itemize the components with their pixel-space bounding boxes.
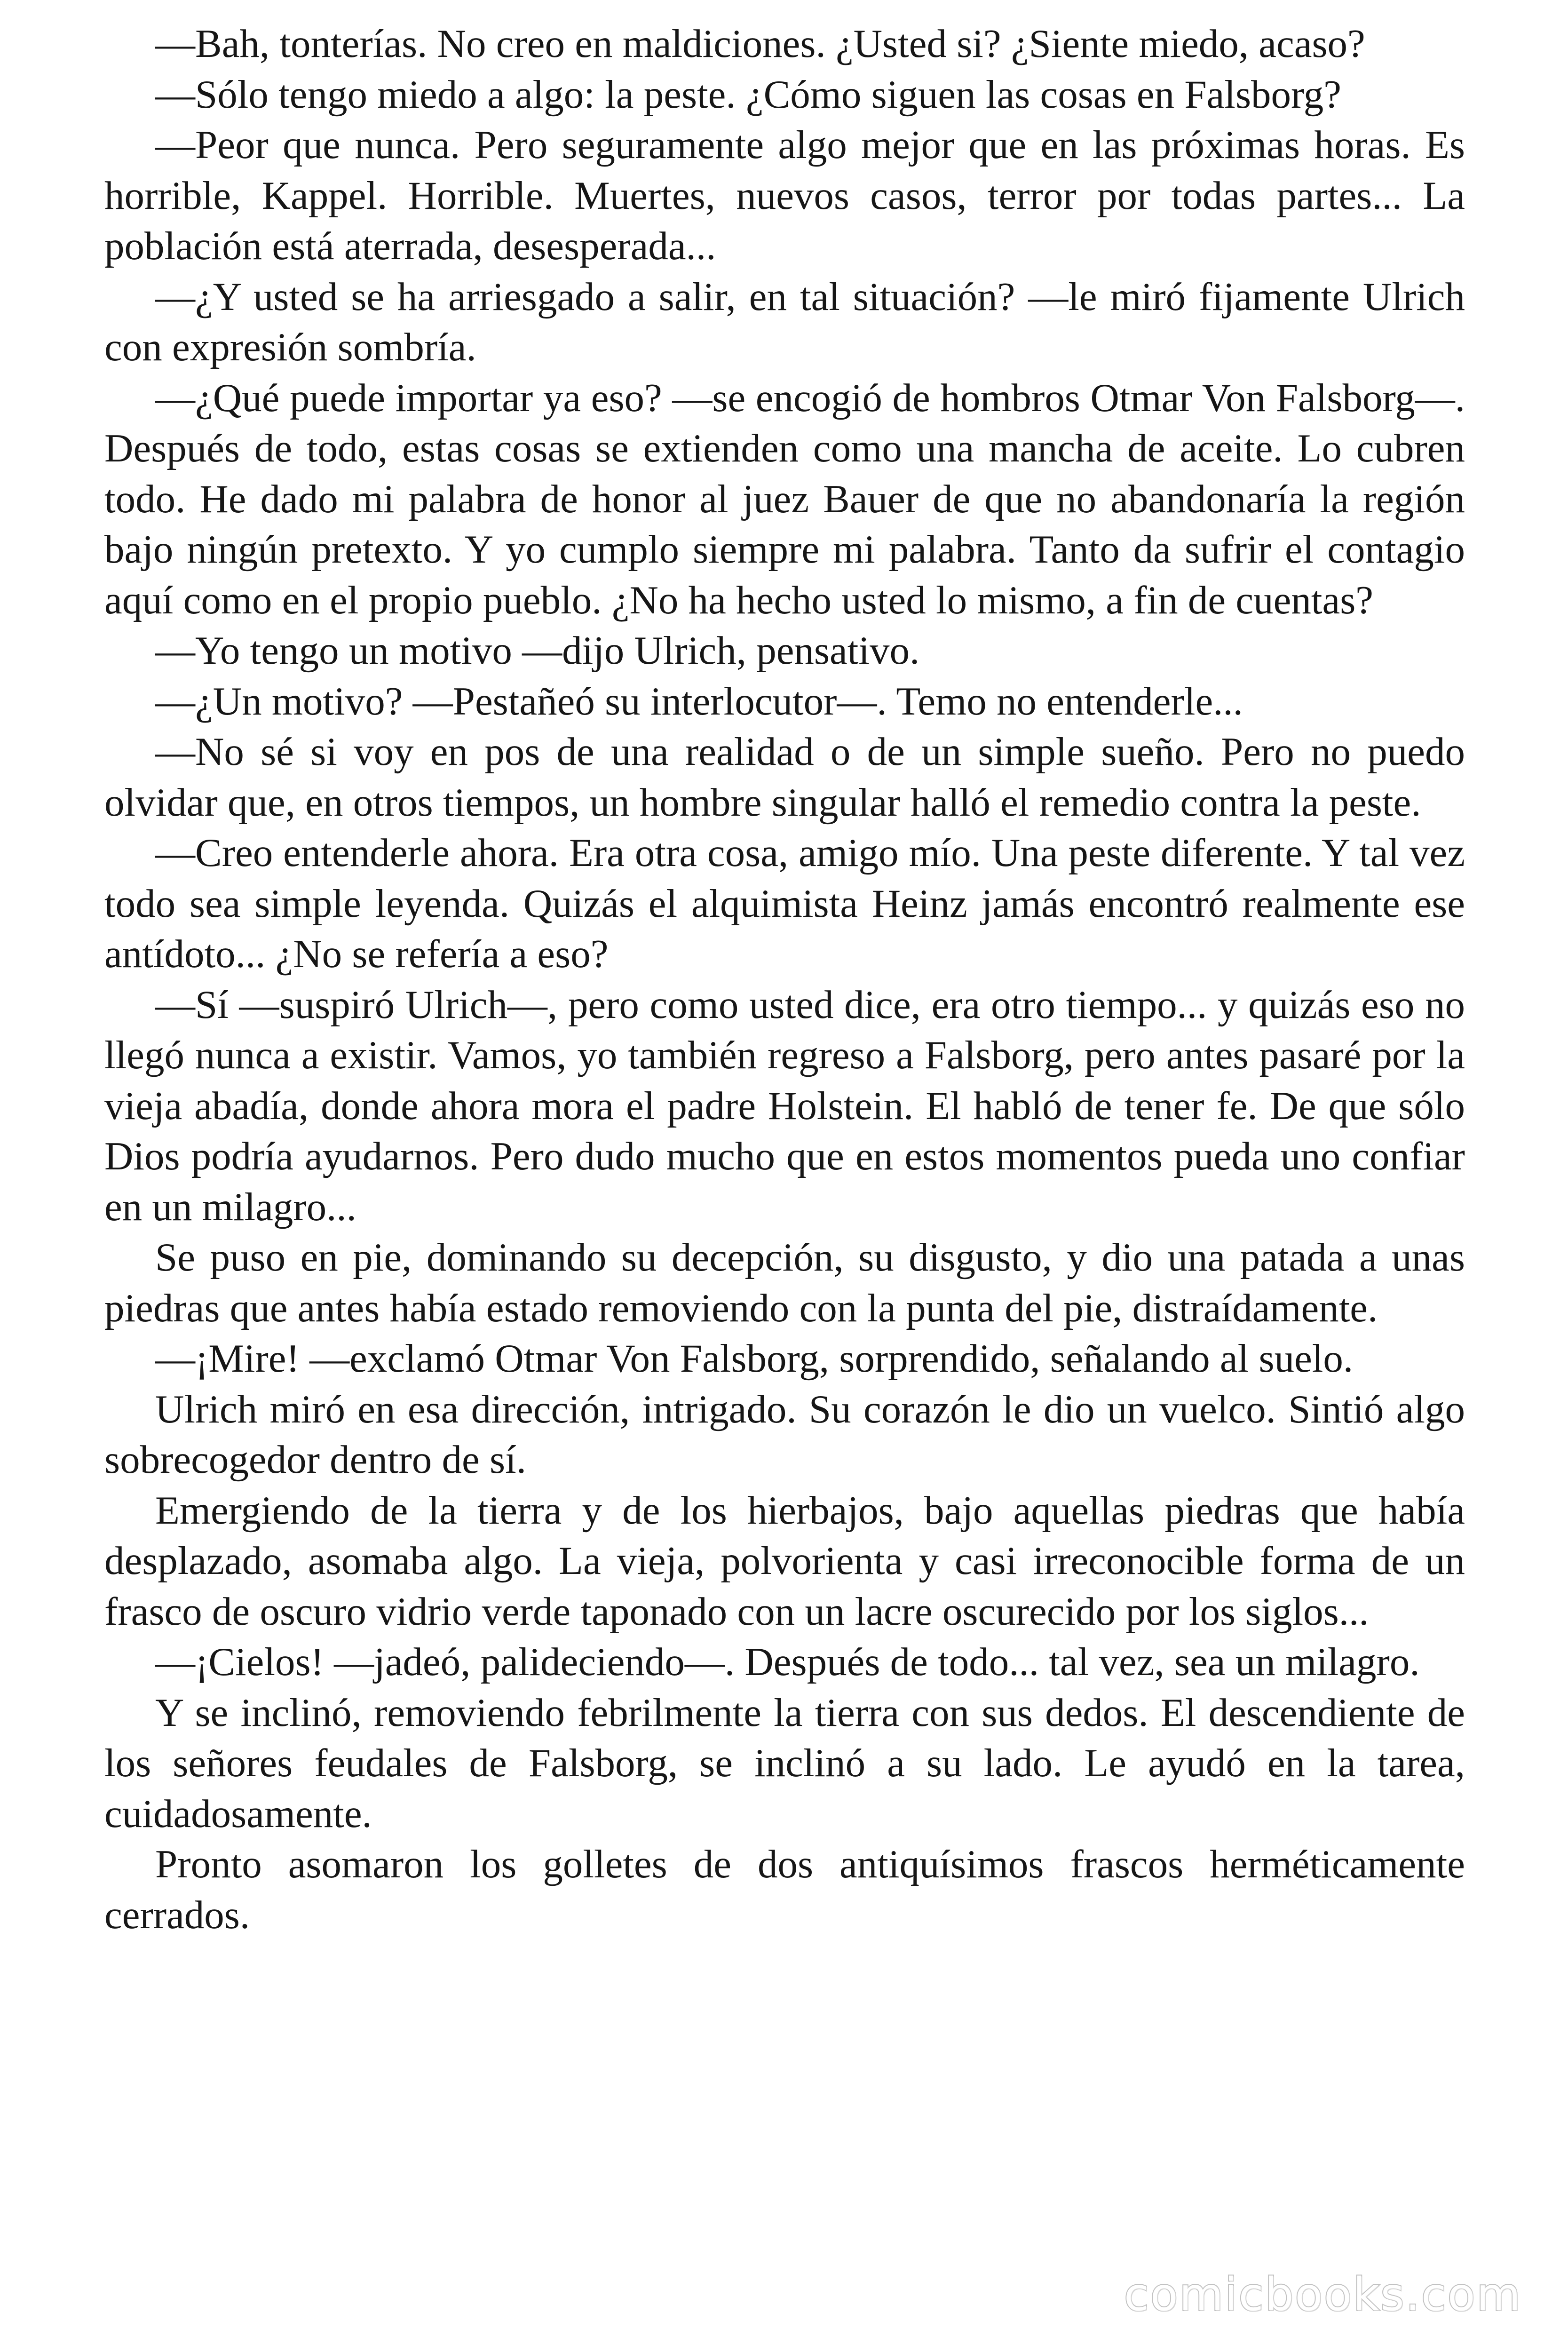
paragraph: —¡Mire! —exclamó Otmar Von Falsborg, sorprendido, señalando al suelo. [155, 1336, 1354, 1381]
paragraph: —¡Cielos! —jadeó, palideciendo—. Después de todo... tal vez, sea un milagro. [155, 1640, 1420, 1684]
watermark-logo: comicbooks.com [1124, 2268, 1522, 2321]
paragraph: —¿Qué puede importar ya eso? —se encogió de hombros Otmar Von Falsborg—. Después de todo, estas cosas se extienden como una mancha de aceite. Lo cubren todo. He dado mi palabra de honor al juez Bauer de que no abandonaría la región bajo ningún pretexto. Y yo cumplo siempre mi palabra. Tanto da sufrir el contagio aquí como en el propio pueblo. ¿No ha hecho usted lo mismo, a fin de cuentas? [104, 375, 1465, 622]
paragraph: —Bah, tonterías. No creo en maldiciones. ¿Usted si? ¿Siente miedo, acaso? [155, 22, 1365, 66]
paragraph: —Sí —suspiró Ulrich—, pero como usted dice, era otro tiempo... y quizás eso no llegó nunca a existir. Vamos, yo también regreso a Falsborg, pero antes pasaré por la vieja abadía, donde ahora mora el padre Holstein. El habló de tener fe. De que sólo Dios podría ayudarnos. Pero dudo mucho que en estos momentos pueda uno confiar en un milagro... [104, 982, 1465, 1229]
paragraph: —Yo tengo un motivo —dijo Ulrich, pensativo. [155, 628, 920, 673]
paragraph: —Creo entenderle ahora. Era otra cosa, amigo mío. Una peste diferente. Y tal vez todo sea simple leyenda. Quizás el alquimista Heinz jamás encontró realmente ese antídoto... ¿No se refería a eso? [104, 831, 1465, 976]
paragraph: —Sólo tengo miedo a algo: la peste. ¿Cómo siguen las cosas en Falsborg? [155, 72, 1342, 117]
paragraph: —¿Y usted se ha arriesgado a salir, en tal situación? —le miró fijamente Ulrich con expresión sombría. [104, 274, 1465, 369]
paragraph: —No sé si voy en pos de una realidad o de un simple sueño. Pero no puedo olvidar que, en otros tiempos, un hombre singular halló el remedio contra la peste. [104, 730, 1465, 825]
paragraph: —Peor que nunca. Pero seguramente algo mejor que en las próximas horas. Es horrible, Kappel. Horrible. Muertes, nuevos casos, terror por todas partes... La población está aterrada, desesperada... [104, 123, 1465, 268]
paragraph: Y se inclinó, removiendo febrilmente la tierra con sus dedos. El descendiente de los señores feudales de Falsborg, se inclinó a su lado. Le ayudó en la tarea, cuidadosamente. [104, 1690, 1465, 1836]
paragraph: Se puso en pie, dominando su decepción, su disgusto, y dio una patada a unas piedras que antes había estado removiendo con la punta del pie, distraídamente. [104, 1235, 1465, 1330]
paragraph: —¿Un motivo? —Pestañeó su interlocutor—. Temo no entenderle... [155, 679, 1243, 723]
page-body [104, 19, 1465, 1940]
paragraph: Ulrich miró en esa dirección, intrigado. Su corazón le dio un vuelco. Sintió algo sobrecogedor dentro de sí. [104, 1387, 1465, 1482]
paragraph: Emergiendo de la tierra y de los hierbajos, bajo aquellas piedras que había desplazado, asomaba algo. La vieja, polvorienta y casi irreconocible forma de un frasco de oscuro vidrio verde taponado con un lacre oscurecido por los siglos... [104, 1488, 1465, 1634]
paragraph: Pronto asomaron los golletes de dos antiquísimos frascos herméticamente cerrados. [104, 1842, 1465, 1937]
